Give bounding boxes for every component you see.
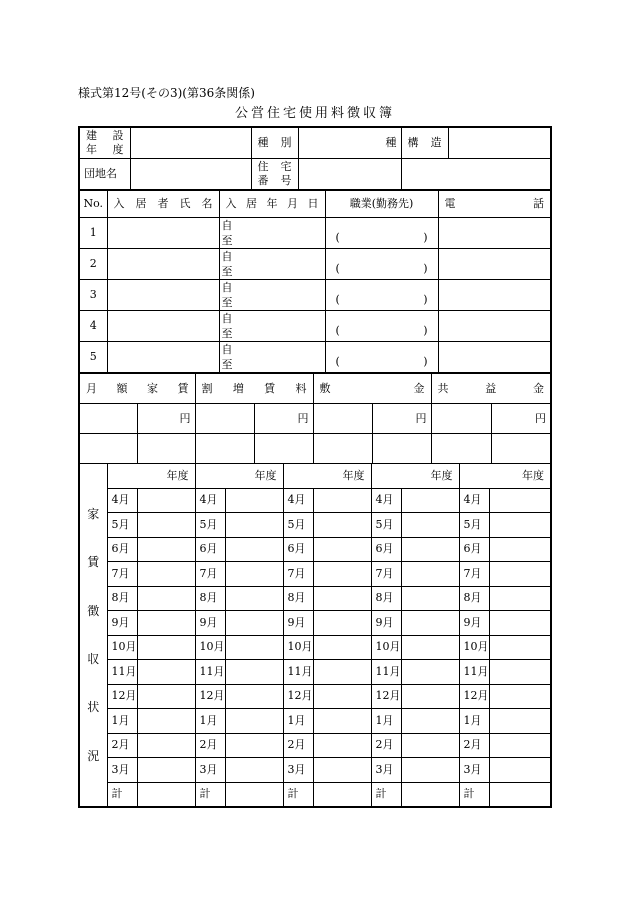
month-label: 7月 (371, 562, 401, 587)
month-label: 6月 (371, 537, 401, 562)
month-label: 3月 (195, 758, 225, 783)
payment-field[interactable] (225, 611, 283, 636)
payment-field[interactable] (401, 684, 459, 709)
month-label: 2月 (371, 733, 401, 758)
month-label: 1月 (107, 709, 137, 734)
payment-field[interactable] (489, 733, 551, 758)
common-fee-amount[interactable]: 円 (491, 404, 551, 434)
month-label: 1月 (459, 709, 489, 734)
month-row (79, 782, 551, 807)
col-no: No. (79, 191, 107, 218)
payment-field[interactable] (225, 709, 283, 734)
month-label: 5月 (371, 513, 401, 538)
side-label-char: 徴 (87, 603, 100, 618)
resident-row (79, 218, 551, 249)
payment-field[interactable] (137, 684, 195, 709)
complex-name-label: 団地名 (79, 159, 130, 190)
month-label: 11月 (459, 660, 489, 685)
month-label: 4月 (371, 488, 401, 513)
month-label: 6月 (107, 537, 137, 562)
date-field[interactable]: 自 至 (219, 218, 325, 249)
month-label: 2月 (283, 733, 313, 758)
payment-field[interactable] (313, 513, 371, 538)
month-label: 8月 (107, 586, 137, 611)
payment-field[interactable] (401, 537, 459, 562)
form-id: 様式第12号(その3)(第36条関係) (78, 86, 255, 100)
month-row (79, 488, 551, 513)
month-label: 9月 (459, 611, 489, 636)
month-label: 計 (371, 782, 401, 807)
payment-field[interactable] (401, 782, 459, 807)
month-label: 5月 (195, 513, 225, 538)
month-label: 4月 (107, 488, 137, 513)
common-fee-date[interactable] (431, 404, 491, 434)
payment-field[interactable] (313, 782, 371, 807)
payment-field[interactable] (225, 782, 283, 807)
month-label: 11月 (283, 660, 313, 685)
surcharge-amount[interactable]: 円 (254, 404, 313, 434)
payment-field[interactable] (313, 684, 371, 709)
month-label: 12月 (459, 684, 489, 709)
month-label: 8月 (371, 586, 401, 611)
row-number: 3 (79, 280, 107, 311)
monthly-rent-date[interactable] (79, 434, 137, 464)
payment-field[interactable] (401, 709, 459, 734)
payment-field[interactable] (225, 733, 283, 758)
month-label: 4月 (283, 488, 313, 513)
month-label: 5月 (283, 513, 313, 538)
deposit-date[interactable] (313, 404, 372, 434)
payment-field[interactable] (489, 513, 551, 538)
month-label: 4月 (195, 488, 225, 513)
payment-field[interactable] (489, 488, 551, 513)
row-number: 5 (79, 342, 107, 373)
payment-field[interactable] (137, 537, 195, 562)
occupation-field[interactable]: ( ) (325, 342, 438, 373)
month-row (79, 758, 551, 783)
side-label-char: 賃 (87, 555, 100, 570)
month-label: 9月 (371, 611, 401, 636)
row-number: 1 (79, 218, 107, 249)
col-occupation: 職業(勤務先) (325, 191, 438, 218)
payment-field[interactable] (313, 586, 371, 611)
surcharge-header: 割 増 賃 料 (195, 374, 313, 404)
fiscal-year-header[interactable]: 年度 (371, 464, 459, 489)
complex-name-field[interactable] (130, 159, 251, 190)
payment-field[interactable] (489, 660, 551, 685)
side-label-char: 況 (87, 748, 100, 763)
payment-field[interactable] (225, 488, 283, 513)
payment-field[interactable] (489, 562, 551, 587)
structure-label: 構 造 (401, 127, 448, 159)
payment-field[interactable] (489, 758, 551, 783)
month-row (79, 709, 551, 734)
month-label: 10月 (459, 635, 489, 660)
payment-field[interactable] (401, 586, 459, 611)
month-label: 計 (459, 782, 489, 807)
common-fee-header: 共 益 金 (431, 374, 551, 404)
payment-field[interactable] (401, 635, 459, 660)
resident-row (79, 311, 551, 342)
payment-field[interactable] (137, 586, 195, 611)
month-row (79, 660, 551, 685)
deposit-amount[interactable]: 円 (372, 404, 431, 434)
payment-field[interactable] (225, 660, 283, 685)
col-telephone: 電 話 (438, 191, 551, 218)
payment-field[interactable] (489, 586, 551, 611)
month-label: 11月 (107, 660, 137, 685)
name-field[interactable] (107, 311, 219, 342)
name-field[interactable] (107, 342, 219, 373)
month-label: 7月 (195, 562, 225, 587)
payment-field[interactable] (313, 660, 371, 685)
month-row (79, 611, 551, 636)
date-field[interactable]: 自 至 (219, 311, 325, 342)
payment-field[interactable] (313, 537, 371, 562)
monthly-rent-date[interactable] (79, 404, 137, 434)
payment-field[interactable] (313, 562, 371, 587)
occupation-field[interactable]: ( ) (325, 218, 438, 249)
payment-field[interactable] (313, 733, 371, 758)
month-label: 8月 (283, 586, 313, 611)
deposit-header: 敷 金 (313, 374, 431, 404)
surcharge-amount[interactable] (254, 434, 313, 464)
month-label: 10月 (195, 635, 225, 660)
payment-field[interactable] (225, 684, 283, 709)
month-label: 計 (195, 782, 225, 807)
month-row (79, 733, 551, 758)
fees-table (78, 373, 552, 464)
resident-row (79, 342, 551, 373)
month-label: 3月 (459, 758, 489, 783)
name-field[interactable] (107, 249, 219, 280)
month-label: 5月 (107, 513, 137, 538)
payment-field[interactable] (137, 488, 195, 513)
payment-field[interactable] (489, 684, 551, 709)
deposit-amount[interactable] (372, 434, 431, 464)
monthly-rent-amount[interactable]: 円 (137, 404, 195, 434)
month-label: 3月 (107, 758, 137, 783)
house-number-label: 住 宅 番 号 (251, 159, 298, 190)
payment-field[interactable] (137, 782, 195, 807)
month-label: 2月 (107, 733, 137, 758)
month-row (79, 684, 551, 709)
collection-side-label (79, 464, 107, 808)
row-number: 2 (79, 249, 107, 280)
month-label: 4月 (459, 488, 489, 513)
payment-field[interactable] (489, 537, 551, 562)
fiscal-year-header[interactable]: 年度 (107, 464, 195, 489)
month-row (79, 586, 551, 611)
payment-field[interactable] (137, 562, 195, 587)
payment-field[interactable] (313, 611, 371, 636)
month-label: 10月 (371, 635, 401, 660)
built-year-field[interactable] (130, 127, 251, 159)
month-label: 6月 (195, 537, 225, 562)
month-label: 11月 (195, 660, 225, 685)
telephone-field[interactable] (438, 249, 551, 280)
surcharge-date[interactable] (195, 434, 254, 464)
occupation-field[interactable]: ( ) (325, 311, 438, 342)
payment-field[interactable] (489, 611, 551, 636)
payment-field[interactable] (313, 758, 371, 783)
month-label: 11月 (371, 660, 401, 685)
side-label-char: 収 (87, 652, 100, 667)
payment-field[interactable] (401, 758, 459, 783)
payment-field[interactable] (137, 758, 195, 783)
collection-table (78, 463, 552, 808)
fiscal-year-header[interactable]: 年度 (459, 464, 551, 489)
payment-field[interactable] (225, 537, 283, 562)
month-label: 計 (107, 782, 137, 807)
surcharge-date[interactable] (195, 404, 254, 434)
month-label: 8月 (195, 586, 225, 611)
payment-field[interactable] (137, 513, 195, 538)
occupation-field[interactable]: ( ) (325, 280, 438, 311)
month-label: 9月 (195, 611, 225, 636)
col-resident-name: 入 居 者 氏 名 (107, 191, 219, 218)
payment-field[interactable] (313, 709, 371, 734)
name-field[interactable] (107, 218, 219, 249)
month-label: 12月 (371, 684, 401, 709)
monthly-rent-amount[interactable] (137, 434, 195, 464)
side-label-char: 状 (87, 700, 100, 715)
payment-field[interactable] (137, 611, 195, 636)
month-label: 3月 (283, 758, 313, 783)
month-label: 2月 (195, 733, 225, 758)
payment-field[interactable] (313, 635, 371, 660)
side-label-char: 家 (87, 507, 100, 522)
month-label: 7月 (107, 562, 137, 587)
month-label: 10月 (107, 635, 137, 660)
occupation-field[interactable]: ( ) (325, 249, 438, 280)
month-label: 1月 (283, 709, 313, 734)
payment-field[interactable] (225, 586, 283, 611)
payment-field[interactable] (225, 513, 283, 538)
resident-row (79, 249, 551, 280)
fiscal-year-header[interactable]: 年度 (283, 464, 371, 489)
date-field[interactable]: 自 至 (219, 249, 325, 280)
payment-field[interactable] (137, 709, 195, 734)
month-label: 計 (283, 782, 313, 807)
payment-field[interactable] (401, 660, 459, 685)
month-row (79, 635, 551, 660)
payment-field[interactable] (401, 611, 459, 636)
name-field[interactable] (107, 280, 219, 311)
month-label: 2月 (459, 733, 489, 758)
month-label: 6月 (283, 537, 313, 562)
telephone-field[interactable] (438, 280, 551, 311)
deposit-date[interactable] (313, 434, 372, 464)
month-label: 7月 (283, 562, 313, 587)
fiscal-year-header[interactable]: 年度 (195, 464, 283, 489)
month-label: 1月 (195, 709, 225, 734)
payment-field[interactable] (401, 488, 459, 513)
month-label: 12月 (107, 684, 137, 709)
month-label: 1月 (371, 709, 401, 734)
month-label: 6月 (459, 537, 489, 562)
month-label: 9月 (107, 611, 137, 636)
month-label: 12月 (283, 684, 313, 709)
telephone-field[interactable] (438, 311, 551, 342)
built-year-label: 建 設 年 度 (79, 127, 130, 159)
house-number-field[interactable] (298, 159, 401, 190)
document-title: 公営住宅使用料徴収簿 (234, 106, 395, 121)
payment-field[interactable] (137, 660, 195, 685)
type-label: 種 別 (251, 127, 298, 159)
resident-row (79, 280, 551, 311)
monthly-rent-header: 月 額 家 賃 (79, 374, 195, 404)
payment-field[interactable] (225, 758, 283, 783)
residents-table (78, 190, 552, 373)
payment-field[interactable] (313, 488, 371, 513)
header-blank (401, 159, 551, 190)
payment-field[interactable] (489, 635, 551, 660)
payment-field[interactable] (489, 709, 551, 734)
row-number: 4 (79, 311, 107, 342)
payment-field[interactable] (137, 635, 195, 660)
month-row (79, 562, 551, 587)
type-field[interactable]: 種 (298, 127, 401, 159)
common-fee-date[interactable] (431, 434, 491, 464)
month-row (79, 513, 551, 538)
payment-field[interactable] (401, 733, 459, 758)
month-label: 7月 (459, 562, 489, 587)
date-field[interactable]: 自 至 (219, 342, 325, 373)
payment-field[interactable] (137, 733, 195, 758)
col-move-in-date: 入 居 年 月 日 (219, 191, 325, 218)
date-field[interactable]: 自 至 (219, 280, 325, 311)
month-label: 12月 (195, 684, 225, 709)
month-label: 8月 (459, 586, 489, 611)
structure-field[interactable] (448, 127, 551, 159)
payment-field[interactable] (489, 782, 551, 807)
month-label: 9月 (283, 611, 313, 636)
common-fee-amount[interactable] (491, 434, 551, 464)
telephone-field[interactable] (438, 218, 551, 249)
payment-field[interactable] (401, 562, 459, 587)
telephone-field[interactable] (438, 342, 551, 373)
payment-field[interactable] (225, 562, 283, 587)
month-label: 3月 (371, 758, 401, 783)
month-row (79, 537, 551, 562)
header-table (78, 126, 552, 190)
month-label: 5月 (459, 513, 489, 538)
month-label: 10月 (283, 635, 313, 660)
payment-field[interactable] (225, 635, 283, 660)
payment-field[interactable] (401, 513, 459, 538)
